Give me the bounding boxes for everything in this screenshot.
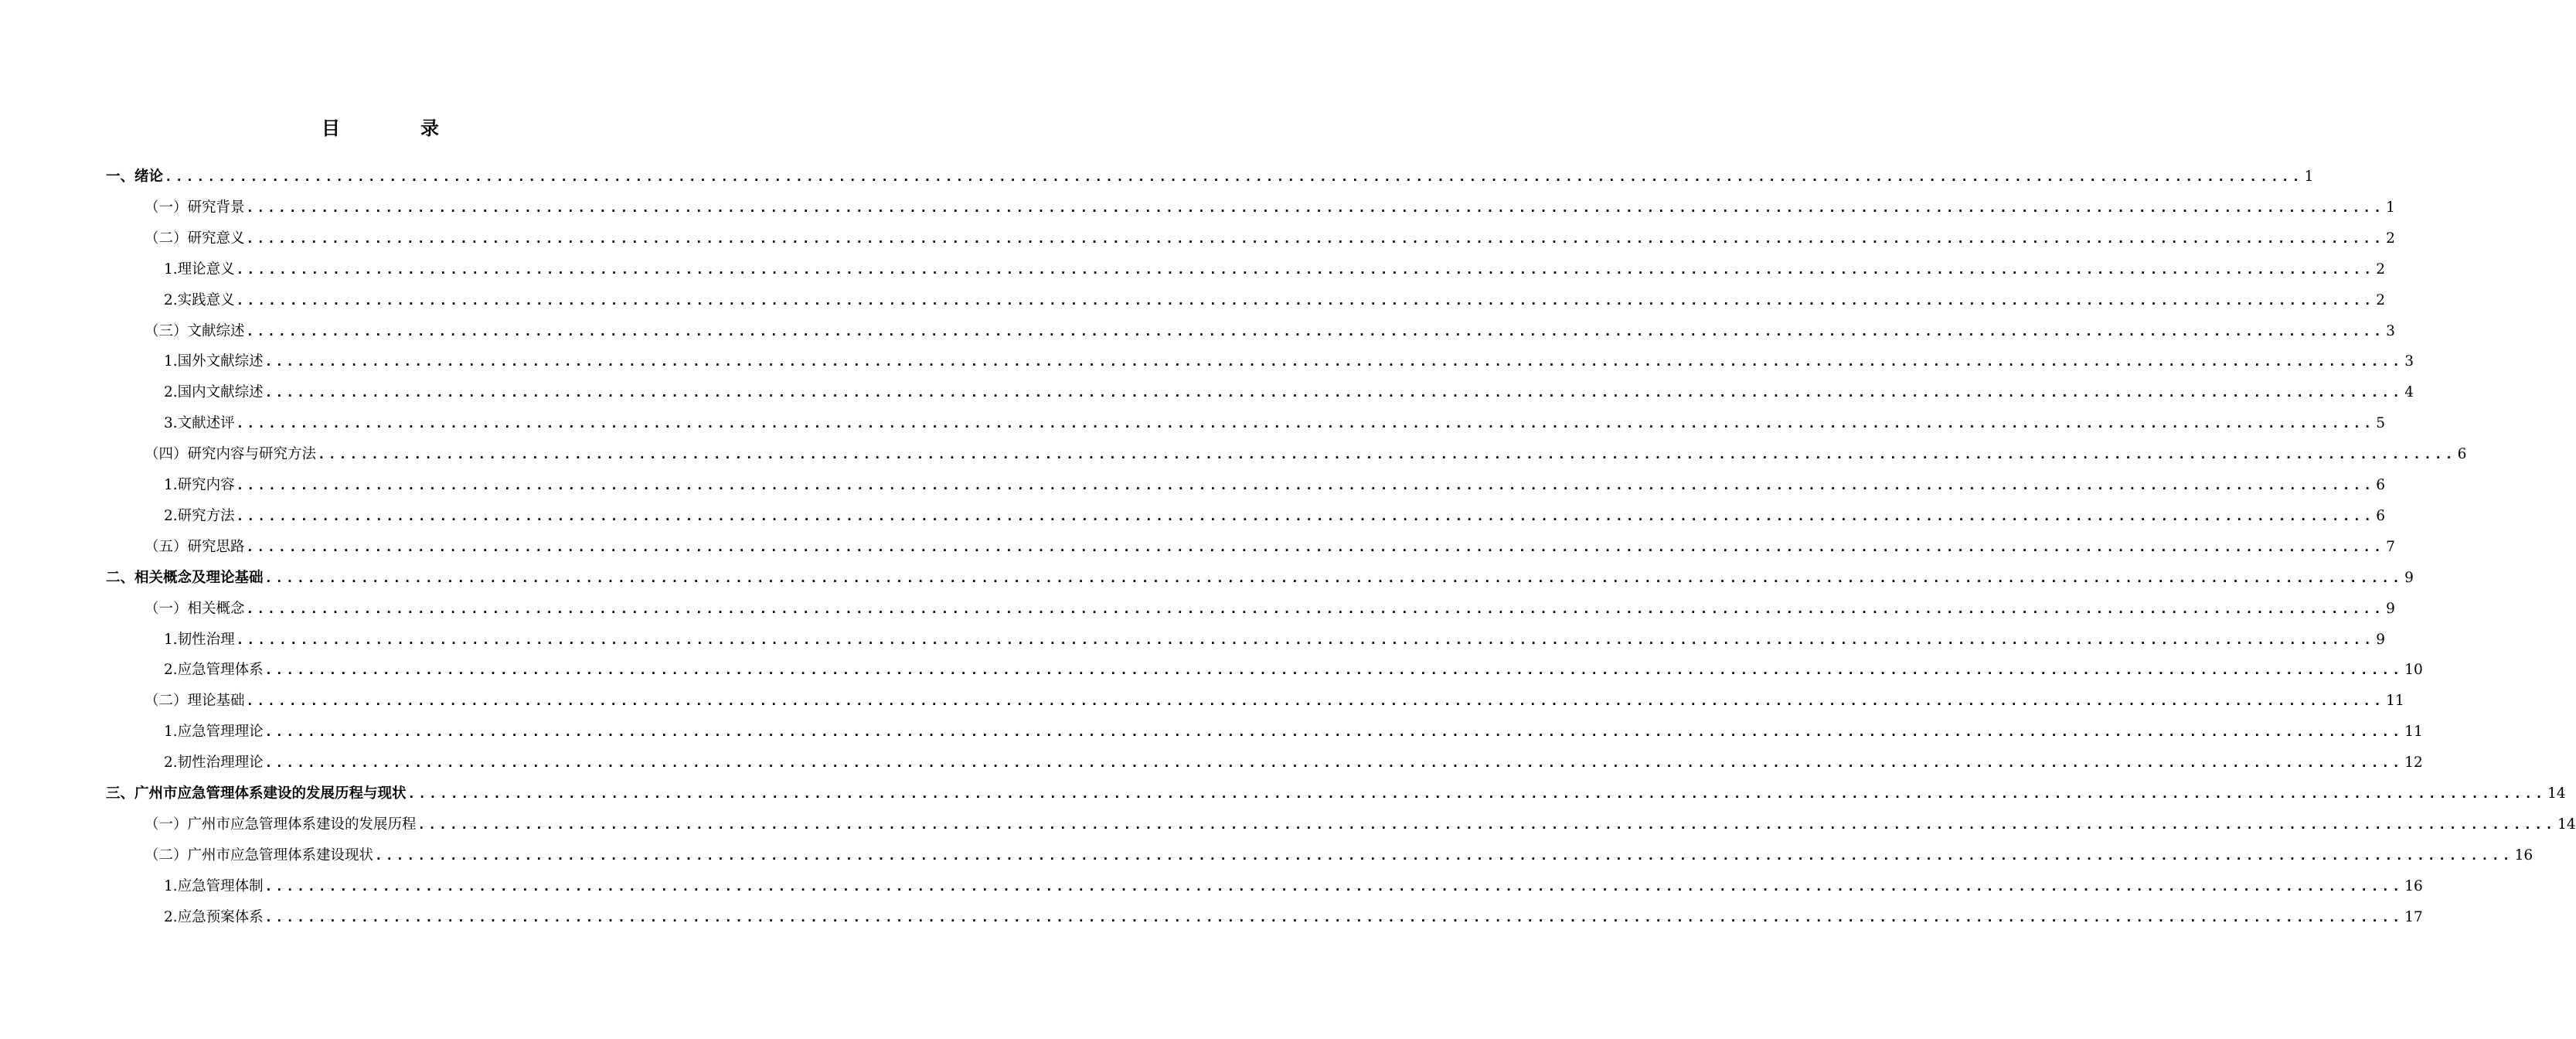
toc-entry[interactable]: [164, 254, 2385, 285]
toc-entry[interactable]: [164, 346, 2414, 377]
toc-leader-dots: ........................................................................................................................................................................................................: [165, 169, 2303, 184]
title-char-1: 目: [322, 118, 340, 139]
toc-entry-page-number: 16: [2404, 877, 2423, 894]
toc-entry[interactable]: [145, 686, 2404, 717]
toc-leader-dots: ........................................................................................................................................................................................................: [246, 693, 2385, 709]
toc-leader-dots: ........................................................................................................................................................................................................: [264, 724, 2404, 740]
toc-entry[interactable]: [164, 377, 2414, 408]
toc-leader-dots: ........................................................................................................................................................................................................: [246, 323, 2385, 339]
toc-leader-dots: ........................................................................................................................................................................................................: [318, 447, 2456, 462]
page-title: [0, 113, 734, 141]
toc-leader-dots: ........................................................................................................................................................................................................: [417, 816, 2557, 832]
toc-entry-label: 2.国内文献综述: [164, 384, 264, 401]
toc-entry-label: （二）广州市应急管理体系建设现状: [145, 847, 374, 864]
toc-entry-label: （一）研究背景: [145, 199, 245, 216]
toc-entry[interactable]: [164, 501, 2385, 532]
toc-entry-page-number: 9: [2376, 631, 2385, 648]
toc-entry-label: （二）理论基础: [145, 693, 245, 710]
toc-entry-page-number: 9: [2404, 569, 2414, 586]
toc-entry-page-number: 6: [2376, 477, 2385, 493]
toc-leader-dots: ........................................................................................................................................................................................................: [246, 230, 2385, 246]
toc-entry-label: 1.应急管理体制: [164, 877, 264, 894]
toc-leader-dots: ........................................................................................................................................................................................................: [264, 354, 2404, 370]
toc-entry-label: （四）研究内容与研究方法: [145, 446, 317, 463]
toc-entry-page-number: 2: [2376, 261, 2385, 278]
toc-entry-label: 1.韧性治理: [164, 631, 235, 648]
toc-entry[interactable]: [145, 840, 2533, 871]
toc-entry-page-number: 11: [2386, 693, 2404, 710]
toc-entry-label: （五）研究思路: [145, 538, 245, 555]
toc-leader-dots: ........................................................................................................................................................................................................: [246, 199, 2385, 215]
toc-entry-page-number: 10: [2404, 662, 2423, 679]
toc-entry-label: 二、相关概念及理论基础: [106, 569, 264, 586]
toc-leader-dots: ........................................................................................................................................................................................................: [264, 385, 2404, 400]
toc-entry[interactable]: [164, 748, 2423, 778]
toc-entry[interactable]: [164, 655, 2423, 686]
toc-leader-dots: ........................................................................................................................................................................................................: [407, 786, 2547, 801]
toc-leader-dots: ........................................................................................................................................................................................................: [236, 508, 2375, 523]
toc-entry-label: （一）相关概念: [145, 600, 245, 617]
toc-leader-dots: ........................................................................................................................................................................................................: [264, 755, 2404, 771]
toc-entry-page-number: 1: [2386, 199, 2395, 216]
toc-entry[interactable]: [164, 408, 2385, 439]
toc-entry[interactable]: [164, 625, 2385, 656]
toc-entry-label: 一、绪论: [106, 169, 164, 185]
toc-entry-page-number: 1: [2304, 169, 2314, 185]
toc-entry-label: 2.应急预案体系: [164, 908, 264, 925]
toc-leader-dots: ........................................................................................................................................................................................................: [236, 416, 2375, 431]
toc-entry-label: （二）研究意义: [145, 230, 245, 247]
toc-leader-dots: ........................................................................................................................................................................................................: [236, 632, 2375, 647]
toc-leader-dots: ........................................................................................................................................................................................................: [264, 663, 2404, 678]
toc-entry-label: 三、广州市应急管理体系建设的发展历程与现状: [106, 785, 407, 802]
toc-entry-page-number: 14: [2557, 816, 2576, 833]
toc-entry[interactable]: [164, 285, 2385, 316]
toc-entry[interactable]: [106, 778, 2566, 809]
toc-entry-page-number: 14: [2547, 785, 2566, 802]
toc-entry-page-number: 4: [2404, 384, 2414, 401]
toc-entry-page-number: 6: [2457, 446, 2467, 463]
toc-entry-label: 1.应急管理理论: [164, 724, 264, 741]
toc-leader-dots: ........................................................................................................................................................................................................: [236, 292, 2375, 308]
toc-entry[interactable]: [106, 162, 2314, 192]
toc-entry-page-number: 6: [2376, 507, 2385, 524]
toc-entry-label: 2.研究方法: [164, 507, 235, 524]
toc-entry[interactable]: [145, 316, 2395, 347]
toc-entry-label: 1.研究内容: [164, 477, 235, 493]
toc-entry-label: 2.实践意义: [164, 291, 235, 308]
toc-leader-dots: ........................................................................................................................................................................................................: [264, 570, 2404, 585]
toc-entry[interactable]: [145, 223, 2395, 254]
toc-entry-label: 1.国外文献综述: [164, 353, 264, 370]
toc-entry[interactable]: [106, 563, 2414, 594]
toc-entry[interactable]: [145, 809, 2576, 840]
toc-entry-label: 2.应急管理体系: [164, 662, 264, 679]
toc-entry-label: （三）文献综述: [145, 322, 245, 339]
toc-entry-label: 2.韧性治理理论: [164, 755, 264, 772]
toc-entry[interactable]: [164, 717, 2423, 748]
toc-leader-dots: ........................................................................................................................................................................................................: [246, 601, 2385, 616]
toc-entry-page-number: 2: [2376, 291, 2385, 308]
toc-entry[interactable]: [145, 439, 2467, 470]
toc-entry-page-number: 3: [2404, 353, 2414, 370]
toc-entry-label: 1.理论意义: [164, 261, 235, 278]
toc-leader-dots: ........................................................................................................................................................................................................: [236, 478, 2375, 492]
toc-entry-label: （一）广州市应急管理体系建设的发展历程: [145, 816, 417, 833]
toc-entry[interactable]: [164, 871, 2423, 902]
title-char-2: 录: [420, 118, 439, 139]
toc-entry[interactable]: [164, 470, 2385, 501]
toc-entry-page-number: 17: [2404, 908, 2423, 925]
toc-leader-dots: ........................................................................................................................................................................................................: [264, 878, 2404, 894]
toc-entry-page-number: 9: [2386, 600, 2395, 617]
toc-entry-page-number: 11: [2404, 724, 2423, 741]
toc-entry[interactable]: [145, 532, 2395, 563]
toc-leader-dots: ........................................................................................................................................................................................................: [246, 539, 2385, 554]
toc-entry-page-number: 5: [2376, 415, 2385, 432]
toc-leader-dots: ........................................................................................................................................................................................................: [236, 261, 2375, 277]
toc-entry-page-number: 16: [2514, 847, 2533, 864]
toc-entry[interactable]: [164, 902, 2423, 933]
toc-entry-page-number: 12: [2404, 755, 2423, 772]
toc-entry-label: 3.文献述评: [164, 415, 235, 432]
toc-entry-page-number: 3: [2386, 322, 2395, 339]
toc-entry-page-number: 7: [2386, 538, 2395, 555]
toc-entry-page-number: 2: [2386, 230, 2395, 247]
toc-leader-dots: ........................................................................................................................................................................................................: [375, 847, 2513, 863]
toc-entry[interactable]: [145, 192, 2395, 223]
toc-leader-dots: ........................................................................................................................................................................................................: [264, 909, 2404, 925]
toc-entry[interactable]: [145, 594, 2395, 625]
